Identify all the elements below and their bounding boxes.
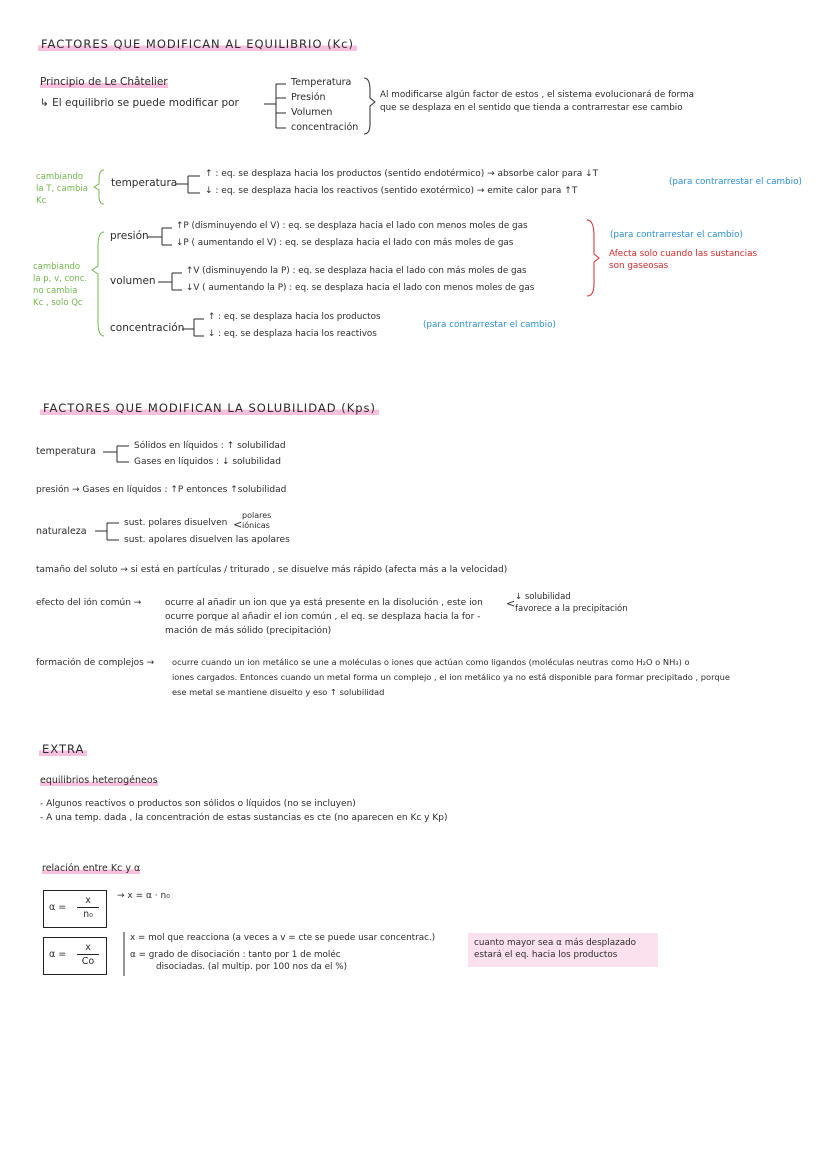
sol-presion-line: presión → Gases en líquidos : ↑P entonces ↑solubilidad <box>36 485 287 495</box>
volumen-up-line: ↑V (disminuyendo la P) : eq. se desplaza hacia el lado con más moles de gas <box>186 266 527 276</box>
pv-blue-note: (para contrarrestar el cambio) <box>610 230 743 240</box>
fraction-x-over-co <box>77 941 99 968</box>
fraction-x-over-n0 <box>77 894 99 921</box>
section-title-solubility: FACTORES QUE MODIFICAN LA SOLUBILIDAD (Kps) <box>40 402 379 416</box>
factors-note-line-1: Al modificarse algún factor de estos , el sistema evolucionará de forma <box>380 90 694 100</box>
complejos-label: formación de complejos → <box>36 658 155 668</box>
factor-item: Temperatura <box>291 77 352 88</box>
pv-red-note-2: son gaseosas <box>609 261 669 271</box>
alpha-equals: α = <box>49 949 67 960</box>
definition-alpha-1: α = grado de disociación : tanto por 1 de moléc <box>130 950 341 960</box>
ion-comun-line-1: ocurre al añadir un ion que ya está presente en la disolución , este ion <box>165 598 483 608</box>
naturaleza-line-2: sust. apolares disuelven las apolares <box>124 535 290 545</box>
heterogeneous-line-1: - Algunos reactivos o productos son sólidos o líquidos (no se incluyen) <box>40 799 356 809</box>
highlight-note-line-1: cuanto mayor sea α más desplazado <box>474 938 637 948</box>
brace-less-than: < <box>506 597 516 610</box>
temp-side-note: cambiando la T, cambia Kc <box>36 172 88 206</box>
principle-line: ↳ El equilibrio se puede modificar por <box>40 97 239 109</box>
principle-title: Principio de Le Châtelier <box>40 76 168 88</box>
ion-comun-line-3: mación de más sólido (precipitación) <box>165 626 332 636</box>
complejos-line-2: iones cargados. Entonces cuando un metal forma un complejo , el ion metálico ya no está disponible para formar precipitado , porque <box>172 672 730 682</box>
highlight-note-line-2: estará el eq. hacia los productos <box>474 950 618 960</box>
section-title-extra: EXTRA <box>39 743 87 757</box>
factor-item: Volumen <box>291 107 333 118</box>
temp-up-line: ↑ : eq. se desplaza hacia los productos (sentido endotérmico) → absorbe calor para ↓T <box>205 169 599 179</box>
temp-label: temperatura <box>111 177 178 189</box>
pv-red-note-1: Afecta solo cuando las sustancias <box>609 249 758 259</box>
fraction-denominator: n₀ <box>83 909 93 920</box>
temp-down-line: ↓ : eq. se desplaza hacia los reactivos (sentido exotérmico) → emite calor para ↑T <box>205 186 578 196</box>
fraction-numerator: x <box>77 941 99 955</box>
sol-temp-line-1: Sólidos en líquidos : ↑ solubilidad <box>134 441 286 451</box>
complejos-line-1: ocurre cuando un ion metálico se une a moléculas o iones que actúan como ligandos (moléculas neutras como H₂O o NH₃) o <box>172 657 690 667</box>
conc-down-line: ↓ : eq. se desplaza hacia los reactivos <box>208 329 377 339</box>
naturaleza-line-1: sust. polares disuelven <box>124 518 228 528</box>
heterogeneous-line-2: - A una temp. dada , la concentración de estas sustancias es cte (no aparecen en Kc y Kp) <box>40 813 448 823</box>
factor-item: Presión <box>291 92 326 103</box>
sol-temp-label: temperatura <box>36 446 96 457</box>
relation-title: relación entre Kc y α <box>42 863 141 874</box>
pvc-side-note: cambiando la p, v, conc. no cambia Kc , solo Qc <box>33 262 88 308</box>
ion-comun-label: efecto del ión común → <box>36 598 142 608</box>
formula-result: → x = α · n₀ <box>117 891 170 901</box>
temp-blue-note: (para contrarrestar el cambio) <box>669 177 802 187</box>
presion-label: presión <box>110 230 149 242</box>
factors-note-line-2: que se desplaza en el sentido que tienda a contrarrestar ese cambio <box>380 103 683 113</box>
tamano-line: tamaño del soluto → si está en partículas / triturado , se disuelve más rápido (afecta más a la velocidad) <box>36 565 508 575</box>
fraction-denominator: Co <box>81 956 95 967</box>
heterogeneous-title: equilibrios heterogéneos <box>40 775 158 786</box>
presion-down-line: ↓P ( aumentando el V) : eq. se desplaza hacia el lado con más moles de gas <box>176 238 514 248</box>
presion-up-line: ↑P (disminuyendo el V) : eq. se desplaza hacia el lado con menos moles de gas <box>176 221 528 231</box>
volumen-down-line: ↓V ( aumentando la P) : eq. se desplaza hacia el lado con menos moles de gas <box>186 283 535 293</box>
naturaleza-label: naturaleza <box>36 526 87 537</box>
definition-alpha-2: disociadas. (al multip. por 100 nos da el %) <box>156 962 348 972</box>
conc-label: concentración <box>110 322 185 334</box>
section-title-equilibrium: FACTORES QUE MODIFICAN AL EQUILIBRIO (Kc) <box>38 38 357 52</box>
complejos-line-3: ese metal se mantiene disuelto y eso ↑ solubilidad <box>172 687 385 697</box>
alpha-equals: α = <box>49 902 67 913</box>
volumen-label: volumen <box>110 275 156 287</box>
brace-less-than: < <box>233 518 243 531</box>
conc-blue-note: (para contrarrestar el cambio) <box>423 320 556 330</box>
ion-comun-line-2: ocurre porque al añadir el ion común , el eq. se desplaza hacia la for - <box>165 612 481 622</box>
definition-x: x = mol que reacciona (a veces a v = cte se puede usar concentrac.) <box>130 933 436 943</box>
ion-comun-effects: ↓ solubilidad favorece a la precipitación <box>515 592 628 614</box>
factor-item: concentración <box>291 122 359 133</box>
fraction-numerator: x <box>77 894 99 908</box>
sol-temp-line-2: Gases en líquidos : ↓ solubilidad <box>134 457 281 467</box>
conc-up-line: ↑ : eq. se desplaza hacia los productos <box>208 312 381 322</box>
naturaleza-options: polares iónicas <box>242 511 272 530</box>
